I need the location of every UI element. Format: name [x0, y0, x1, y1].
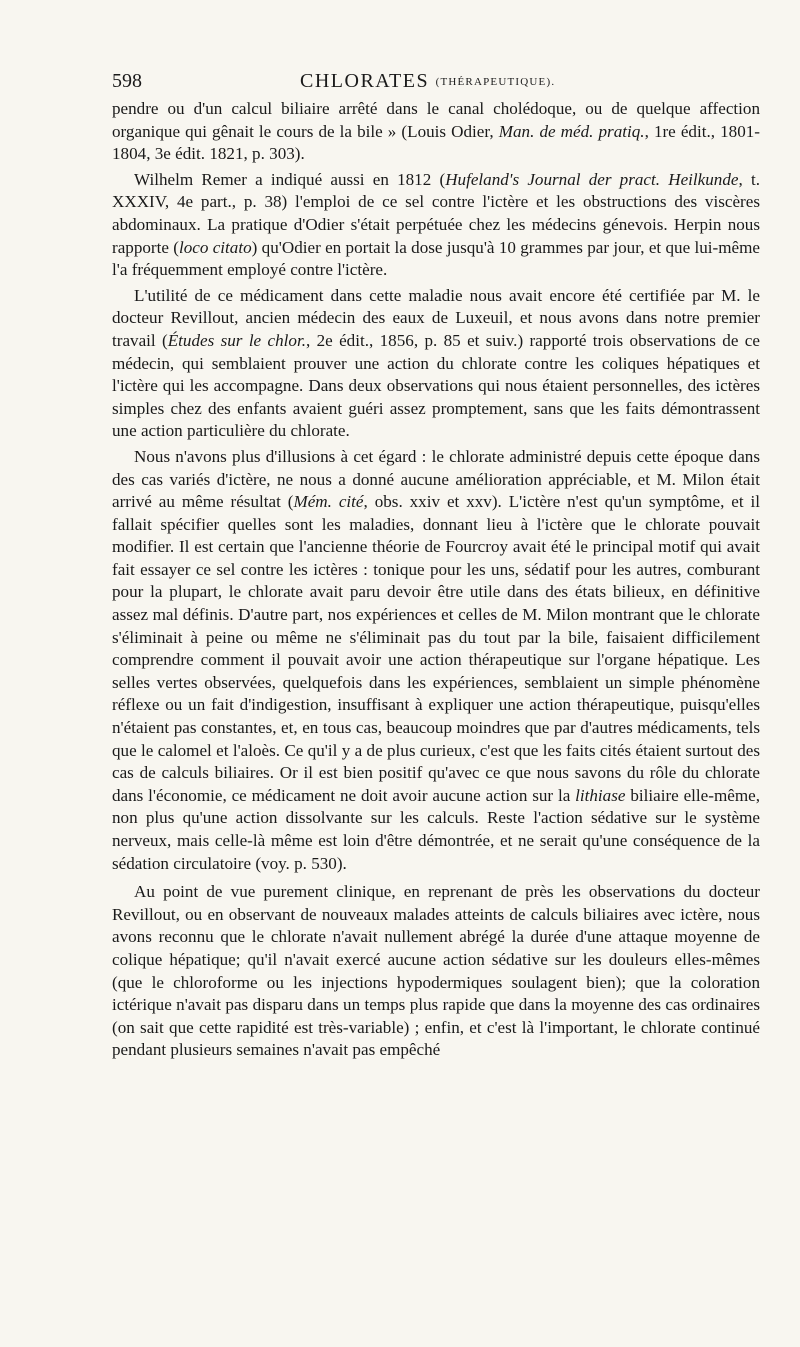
running-head: [112, 64, 760, 98]
text-run: , obs. xxiv et xxv). L'ictère n'est qu'un symptôme, et il fallait spécifier quelles sont les maladies, donnant lieu à l'ictère que le chlorate pouvait modifier. Il est certain que l'ancienne théorie de Fourcroy avait été le principal motif qui avait fait essayer ce sel contre les ictères : tonique pour les uns, sédatif pour les autres, comburant pour la plupart, le chlorate avait paru devoir être utile dans des états bilieux, en définitive assez mal définis. D'autre part, nos expériences et celles de M. Milon montrant que le chlorate s'éliminait à peine ou même ne s'éliminait pas du tout par la bile, faisaient difficilement comprendre comment il pouvait avoir une action thérapeutique sur l'organe hépatique. Les selles vertes observées, quelquefois dans les expériences, semblaient un simple phénomène réflexe ou un fait d'indigestion, insuffisant à expliquer une action thérapeutique, puisqu'elles n'étaient pas constantes, et, en tous cas, beaucoup moindres que par d'autres médicaments, tels que le calomel et l'aloès. Ce qu'il y a de plus curieux, c'est que les faits cités étaient surtout des cas de calculs biliaires. Or il est bien positif qu'avec ce que nous savons du rôle du chlorate dans l'économie, ce médicament ne doit avoir aucune action sur la: [112, 492, 761, 805]
text-run: , 1re édit., 1801-1804, 3e édit. 1821, p. 303).: [112, 121, 760, 164]
text-run: ) qu'Odier en portait la dose jusqu'à 10 grammes par jour, et que lui-même l'a fréquemment employé contre l'ictère.: [112, 237, 760, 280]
running-title-subtitle: (THÉRAPEUTIQUE).: [435, 76, 556, 88]
page-number: 598: [112, 70, 142, 92]
italic-text: Hufeland's Journal der pract. Heilkunde: [445, 169, 739, 189]
italic-text: Man. de méd. pratiq.: [498, 121, 645, 141]
paragraph: [112, 98, 760, 166]
paragraph: [112, 285, 760, 443]
running-title-main: CHLORATES: [300, 70, 430, 92]
body-text: [112, 98, 760, 1062]
paragraph: [112, 169, 760, 282]
paragraph: [112, 446, 760, 875]
paragraph: [112, 881, 760, 1062]
text-run: , t. XXXIV, 4e part., p. 38) l'emploi de ce sel contre l'ictère et les obstructions des viscères abdominaux. La pratique d'Odier s'était perpétuée chez les médecins génevois. Herpin nous rapporte (: [112, 169, 760, 257]
text-run: L'utilité de ce médicament dans cette maladie nous avait encore été certifiée par M. le docteur Revillout, ancien médecin des eaux de Luxeuil, et nous avons dans notre premier travail (: [112, 285, 760, 350]
italic-text: lithiase: [575, 785, 626, 805]
text-run: Wilhelm Remer a indiqué aussi en 1812 (: [134, 169, 446, 189]
italic-text: Mém. cité: [293, 492, 364, 512]
text-run: Au point de vue purement clinique, en reprenant de près les observations du docteur Revillout, ou en observant de nouveaux malades atteints de calculs biliaires avec ictère, nous avons reconnu que le chlorate n'avait nullement abrégé la durée d'une attaque moyenne de colique hépatique; qu'il n'avait exercé aucune action sédative sur les douleurs elles-mêmes (que le chloroforme ou les injections hypodermiques soulagent bien); que la coloration ictérique n'avait pas disparu dans un temps plus rapide que dans la moyenne des cas ordinaires (on sait que cette rapidité est très-variable) ; enfin, et c'est là l'important, le chlorate continué pendant plusieurs semaines n'avait pas empêché: [112, 882, 760, 1060]
text-run: , 2e édit., 1856, p. 85 et suiv.) rapporté trois observations de ce médecin, qui semblaient prouver une action du chlorate contre les coliques hépatiques et l'ictère qui les accompagne. Dans deux observations qui nous étaient personnelles, des ictères simples chez des enfants avaient guéri assez promptement, sans que les faits démontrassent une action particulière du chlorate.: [112, 330, 760, 441]
italic-text: loco citato: [178, 237, 252, 257]
italic-text: Études sur le chlor.: [167, 330, 306, 350]
text-run: pendre ou d'un calcul biliaire arrêté dans le canal cholédoque, ou de quelque affection organique qui gênait le cours de la bile » (Louis Odier,: [112, 99, 760, 141]
text-run: biliaire elle-même, non plus qu'une action dissolvante sur les calculs. Reste l'action sédative sur le système nerveux, mais celle-là même est loin d'être démontrée, et ne serait qu'une conséquence de la sédation circulatoire (voy. p. 530).: [112, 785, 760, 873]
running-title: [300, 70, 555, 93]
text-run: Nous n'avons plus d'illusions à cet égard : le chlorate administré depuis cette époque dans des cas variés d'ictère, ne nous a donné aucune amélioration appréciable, et M. Milon était arrivé au même résultat (: [112, 446, 760, 512]
